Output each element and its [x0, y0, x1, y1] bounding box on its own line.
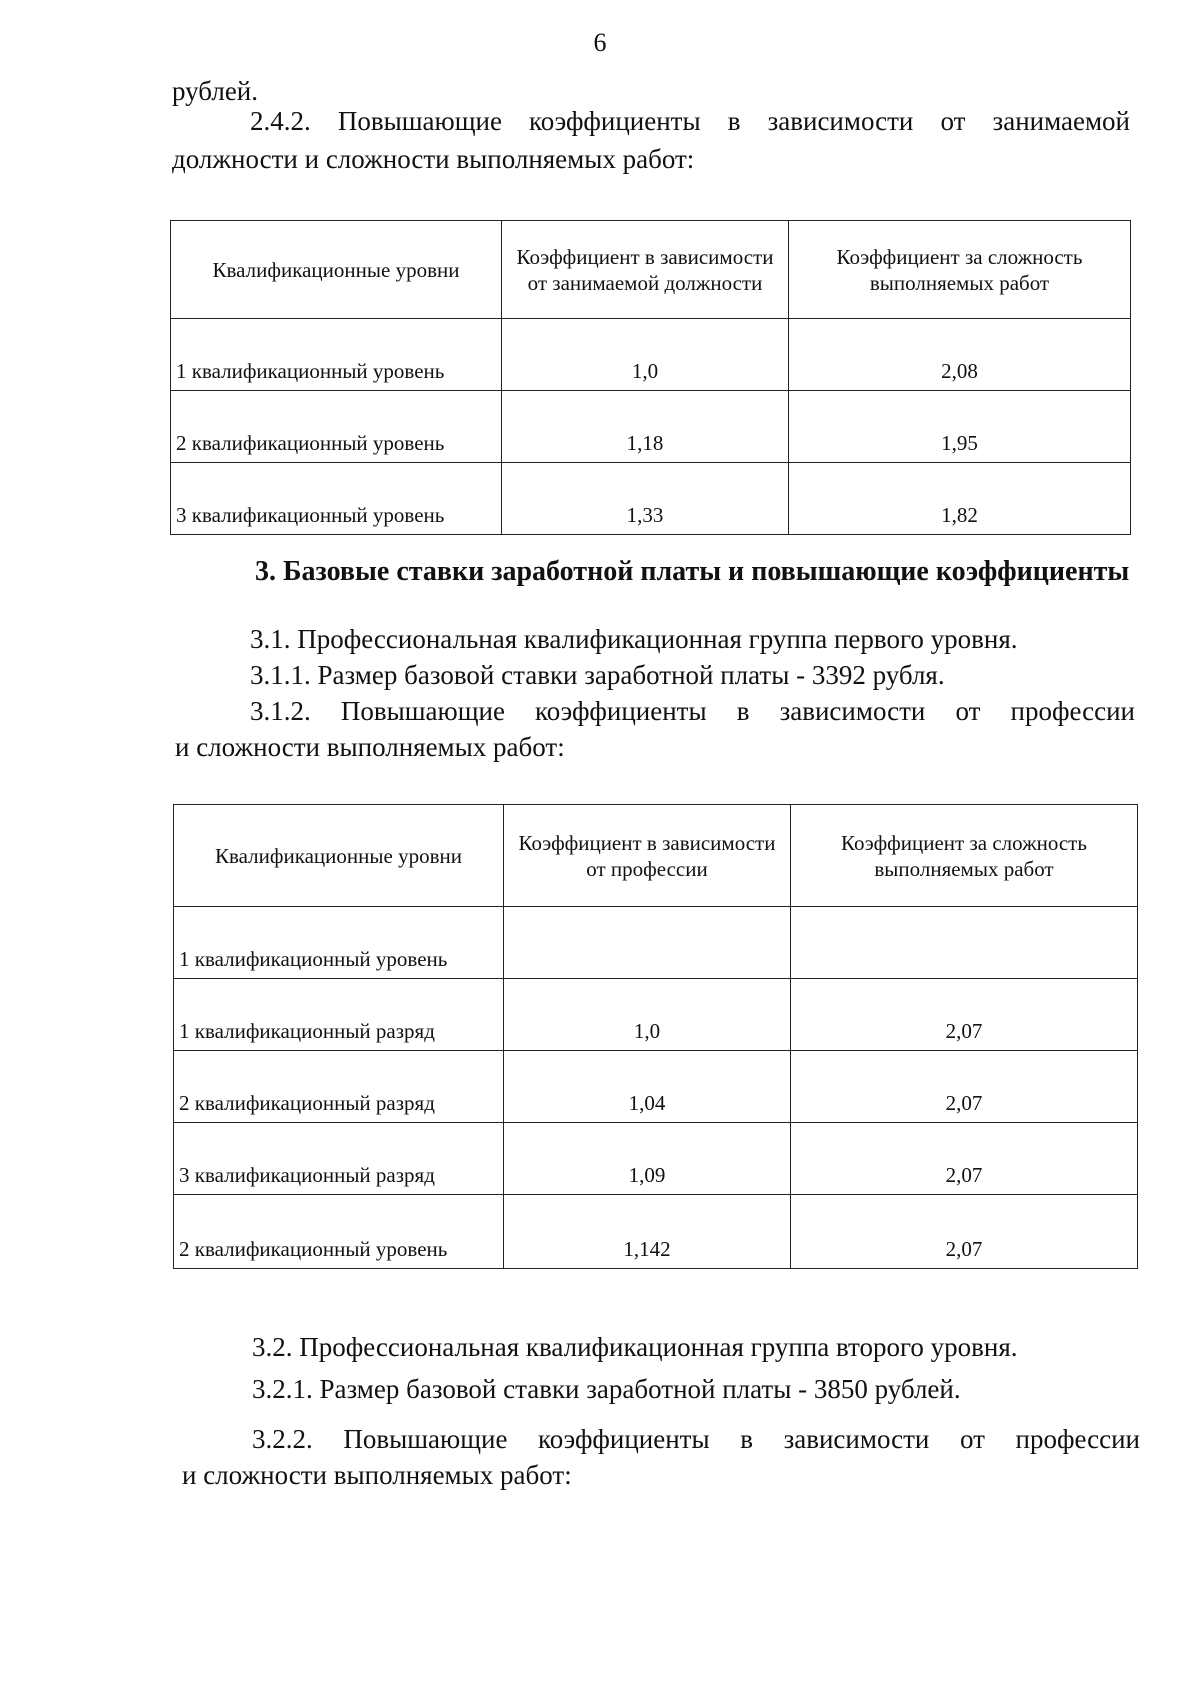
row-label: 3 квалификационный уровень	[171, 463, 502, 535]
paragraph-3-1: 3.1. Профессиональная квалификационная группа первого уровня.	[250, 624, 1018, 654]
position-coefficient-value: 1,33	[502, 463, 789, 535]
header-position-coefficient: Коэффициент в зависимости от занимаемой должности	[502, 221, 789, 319]
profession-coefficient-value: 1,04	[504, 1051, 791, 1123]
header-qualification-levels: Квалификационные уровни	[171, 221, 502, 319]
paragraph-3-1-2-line1: 3.1.2. Повышающие коэффициенты в зависимости от профессии	[250, 696, 1135, 726]
paragraph-3-2-1: 3.2.1. Размер базовой ставки заработной платы - 3850 рублей.	[252, 1374, 961, 1404]
complexity-coefficient-value: 1,82	[789, 463, 1131, 535]
header-profession-coefficient: Коэффициент в зависимости от профессии	[504, 805, 791, 907]
header-complexity-coefficient: Коэффициент за сложность выполняемых работ	[791, 805, 1138, 907]
table-row	[171, 319, 1131, 391]
paragraph-2-4-2-line1: 2.4.2. Повышающие коэффициенты в зависимости от занимаемой	[250, 106, 1130, 136]
header-complexity-coefficient: Коэффициент за сложность выполняемых работ	[789, 221, 1131, 319]
paragraph-3-2-2-line1: 3.2.2. Повышающие коэффициенты в зависимости от профессии	[252, 1424, 1140, 1454]
profession-coefficient-value: 1,142	[504, 1195, 791, 1269]
coefficients-table-profession	[173, 804, 1138, 1269]
table-row	[174, 907, 1138, 979]
complexity-coefficient-value: 1,95	[789, 391, 1131, 463]
table-row	[174, 1051, 1138, 1123]
row-label: 2 квалификационный разряд	[174, 1051, 504, 1123]
position-coefficient-value: 1,18	[502, 391, 789, 463]
row-label: 3 квалификационный разряд	[174, 1123, 504, 1195]
paragraph-3-2-2-line2: и сложности выполняемых работ:	[182, 1460, 572, 1490]
paragraph-3-2: 3.2. Профессиональная квалификационная группа второго уровня.	[252, 1332, 1018, 1362]
complexity-coefficient-value: 2,07	[791, 1195, 1138, 1269]
paragraph-3-1-2-line2: и сложности выполняемых работ:	[175, 732, 565, 762]
table-row	[171, 391, 1131, 463]
complexity-coefficient-value: 2,07	[791, 979, 1138, 1051]
row-label: 2 квалификационный уровень	[174, 1195, 504, 1269]
section-3-heading: 3. Базовые ставки заработной платы и повышающие коэффициенты	[255, 556, 1130, 587]
intro-continuation: рублей.	[172, 76, 259, 106]
profession-coefficient-value: 1,0	[504, 979, 791, 1051]
profession-coefficient-value: 1,09	[504, 1123, 791, 1195]
row-label: 1 квалификационный разряд	[174, 979, 504, 1051]
coefficients-table-position	[170, 220, 1131, 535]
complexity-coefficient-value: 2,07	[791, 1123, 1138, 1195]
profession-coefficient-value	[504, 907, 791, 979]
paragraph-2-4-2-line2: должности и сложности выполняемых работ:	[172, 144, 695, 174]
table-row	[171, 463, 1131, 535]
paragraph-3-1-1: 3.1.1. Размер базовой ставки заработной платы - 3392 рубля.	[250, 660, 945, 690]
row-label: 1 квалификационный уровень	[171, 319, 502, 391]
position-coefficient-value: 1,0	[502, 319, 789, 391]
row-label: 2 квалификационный уровень	[171, 391, 502, 463]
header-qualification-levels: Квалификационные уровни	[174, 805, 504, 907]
complexity-coefficient-value	[791, 907, 1138, 979]
table-row	[174, 1195, 1138, 1269]
complexity-coefficient-value: 2,08	[789, 319, 1131, 391]
page-number: 6	[593, 28, 607, 57]
table-row	[174, 979, 1138, 1051]
complexity-coefficient-value: 2,07	[791, 1051, 1138, 1123]
row-label: 1 квалификационный уровень	[174, 907, 504, 979]
table-row	[174, 1123, 1138, 1195]
